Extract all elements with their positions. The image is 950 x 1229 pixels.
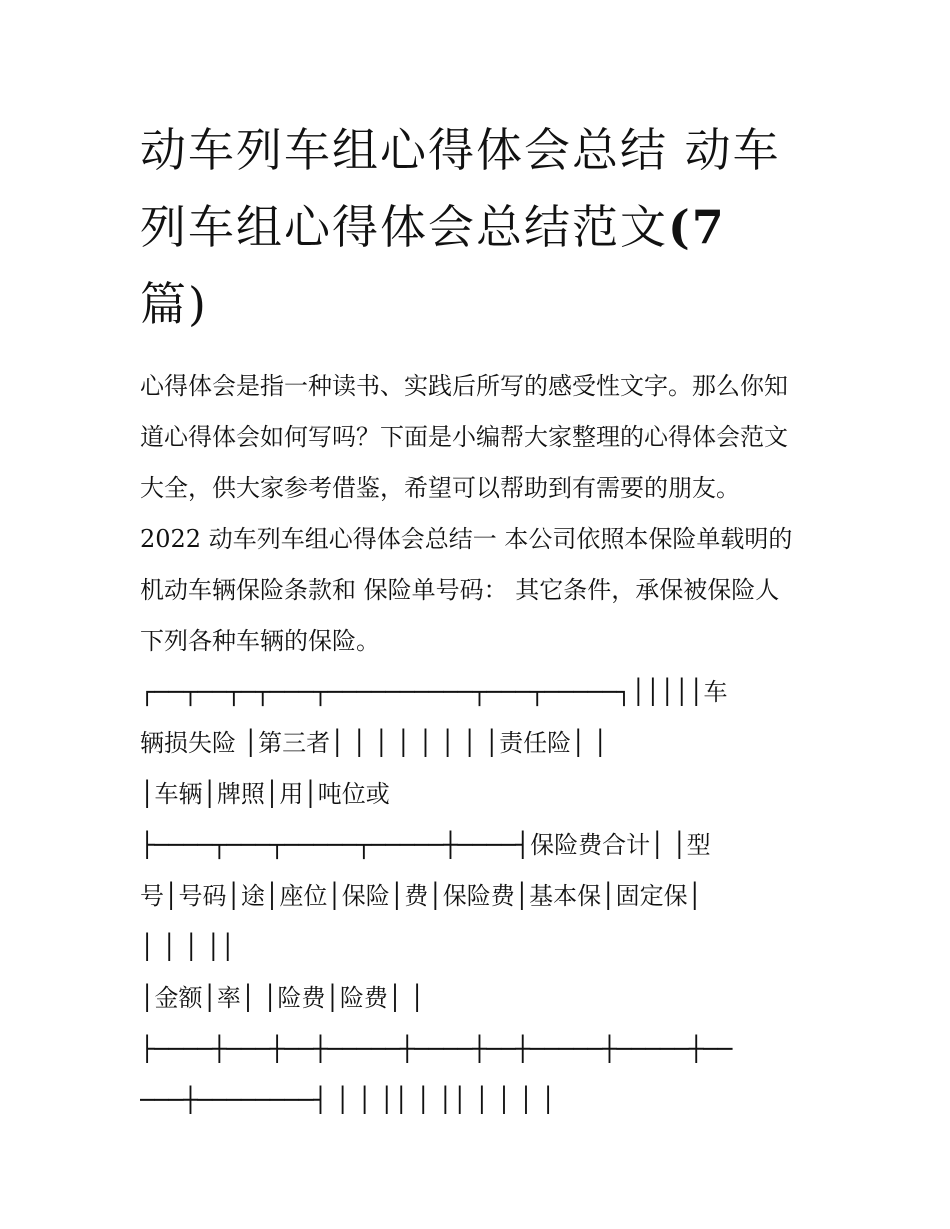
table-text-line: │车辆│牌照│用│吨位或 [140, 780, 390, 808]
table-text-line: ───┼────────┤ │ │ ││ │ ││ │ │ │ │ [140, 1086, 556, 1114]
body-line: 道心得体会如何写吗？下面是小编帮大家整理的心得体会范文 [140, 423, 788, 451]
body-line: 下列各种车辆的保险。 [140, 627, 380, 655]
document-body [140, 361, 812, 1126]
document-title [140, 112, 812, 343]
document-page [140, 112, 812, 1126]
table-text-line: │金额│率│ │险费│险费│ │ [140, 984, 425, 1012]
body-line: 机动车辆保险条款和 保险单号码： 其它条件，承保被保险人 [140, 576, 780, 604]
title-line-3: 篇) [140, 277, 208, 331]
title-line-1: 动车列车组心得体会总结 动车 [140, 123, 781, 177]
title-line-2-tail: (7 [668, 200, 726, 254]
title-line-2: 列车组心得体会总结范文 [140, 200, 668, 254]
body-line: 大全，供大家参考借鉴，希望可以帮助到有需要的朋友。 [140, 474, 740, 502]
table-text-line: ┌──┬──┬─┬───┬──────────┬───┬─────┐│││││车 [140, 678, 728, 706]
table-text-line: │ │ │ ││ [140, 933, 236, 961]
body-line: 心得体会是指一种读书、实践后所写的感受性文字。那么你知 [140, 372, 788, 400]
table-text-line: ├────┼───┼──┼─────┼────┼──┼─────┼─────┼── [140, 1035, 733, 1063]
table-text-line: 号│号码│途│座位│保险│费│保险费│基本保│固定保│ [140, 882, 703, 910]
table-text-line: 辆损失险 │第三者│ │ │ │ │ │ │ │责任险│ │ [140, 729, 608, 757]
body-line: 2022 动车列车组心得体会总结一 本公司依照本保险单载明的 [140, 525, 793, 553]
table-text-line: ├────┬───┬─────┬─────┼────┤保险费合计│ │型 [140, 831, 711, 859]
